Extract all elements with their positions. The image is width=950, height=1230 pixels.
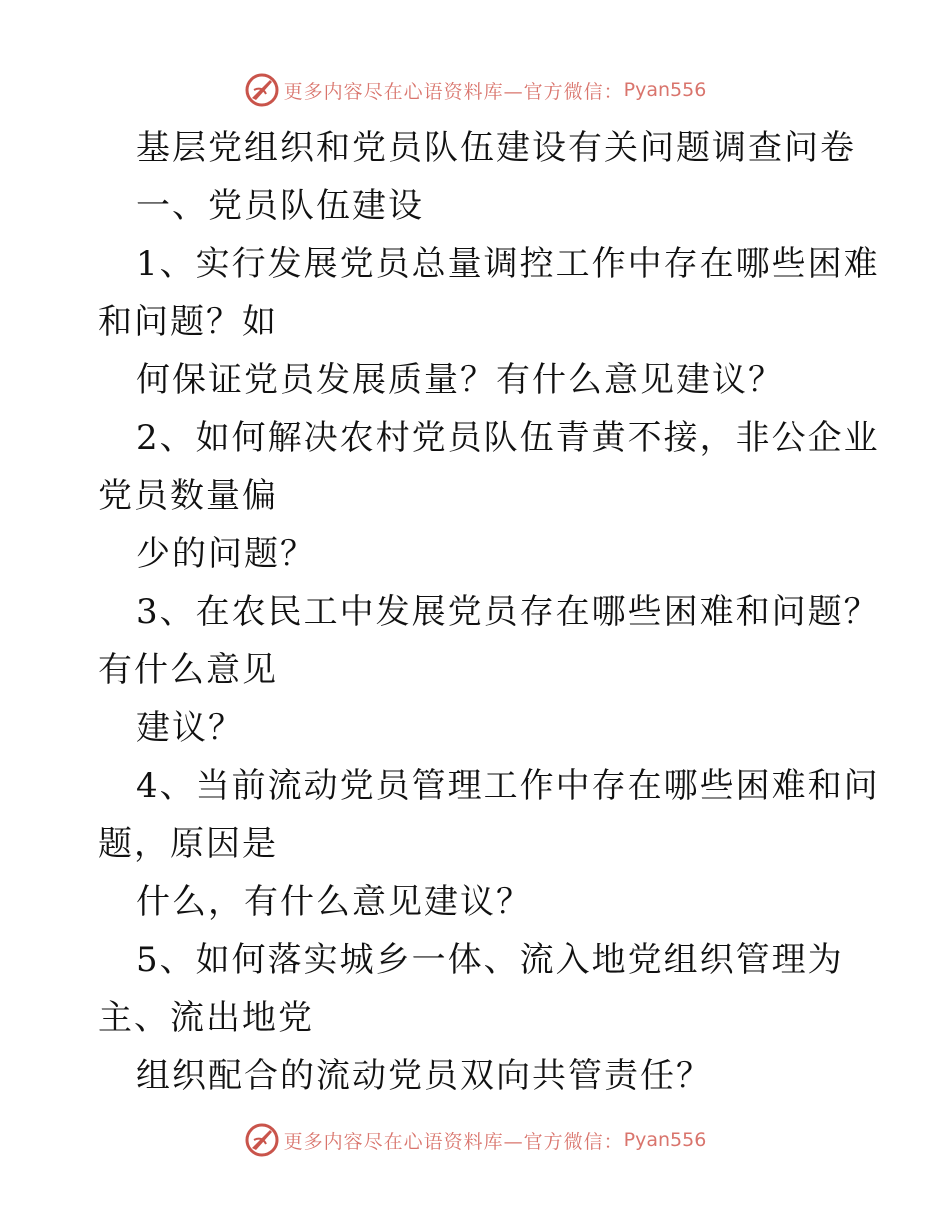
question-2-line: 2、如何解决农村党员队伍青黄不接，非公企业 <box>136 418 880 458</box>
question-5-line: 组织配合的流动党员双向共管责任？ <box>136 1056 712 1096</box>
watermark-text: 更多内容尽在心语资料库—官方微信： <box>283 80 624 103</box>
quill-logo-icon <box>244 72 280 108</box>
section-heading: 一、党员队伍建设 <box>136 186 424 226</box>
header-watermark <box>0 70 950 110</box>
document-title: 基层党组织和党员队伍建设有关问题调查问卷 <box>136 128 856 168</box>
watermark-brand: Pyan556 <box>623 79 707 101</box>
question-2-line: 少的问题？ <box>136 534 316 574</box>
quill-logo-icon <box>244 1122 280 1158</box>
question-3-line: 有什么意见 <box>98 650 278 690</box>
question-3-line: 建议？ <box>136 708 244 748</box>
question-5-line: 5、如何落实城乡一体、流入地党组织管理为 <box>136 940 844 980</box>
question-1-line: 何保证党员发展质量？有什么意见建议？ <box>136 360 784 400</box>
question-4-line: 什么，有什么意见建议？ <box>136 882 532 922</box>
question-1-line: 和问题？如 <box>98 302 278 342</box>
question-5-line: 主、流出地党 <box>98 998 314 1038</box>
question-2-line: 党员数量偏 <box>98 476 278 516</box>
question-4-line: 4、当前流动党员管理工作中存在哪些困难和问 <box>136 766 880 806</box>
question-1-line: 1、实行发展党员总量调控工作中存在哪些困难 <box>136 244 880 284</box>
watermark-brand: Pyan556 <box>623 1129 707 1151</box>
watermark-text: 更多内容尽在心语资料库—官方微信： <box>283 1130 624 1153</box>
question-3-line: 3、在农民工中发展党员存在哪些困难和问题？ <box>136 592 880 632</box>
question-4-line: 题，原因是 <box>98 824 278 864</box>
footer-watermark <box>0 1120 950 1160</box>
